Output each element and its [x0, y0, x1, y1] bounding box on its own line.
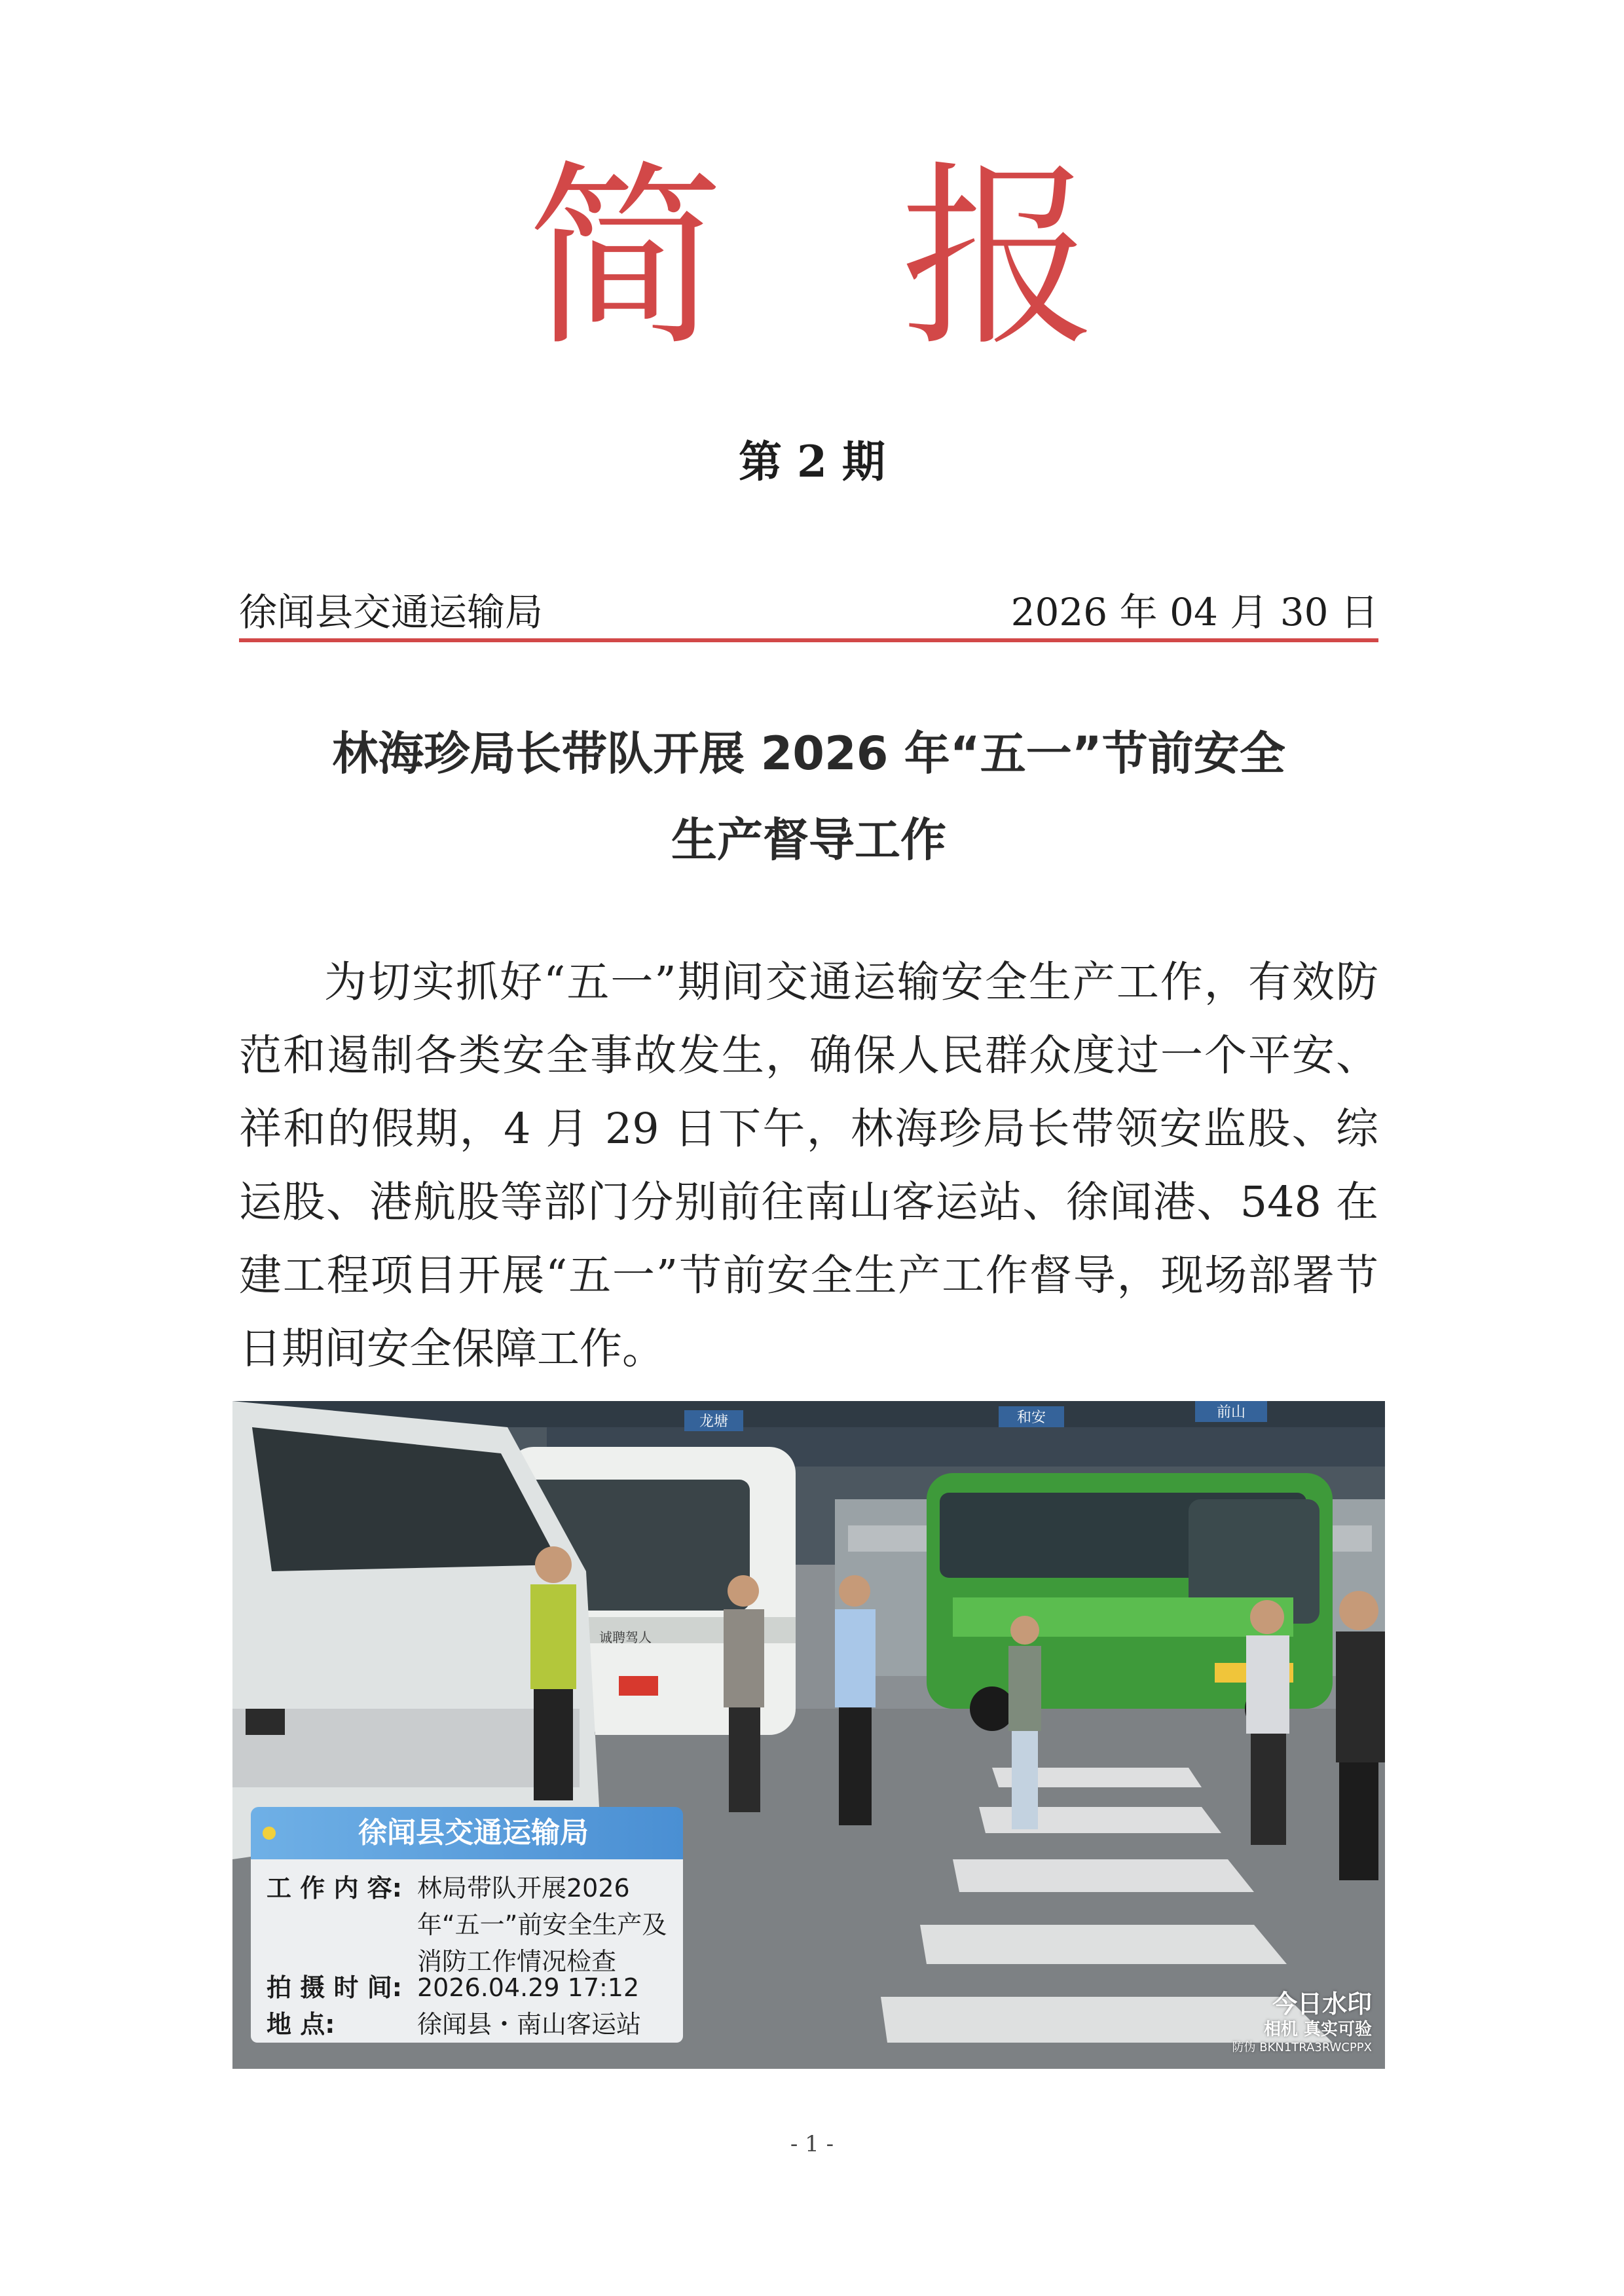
person-4	[1008, 1616, 1041, 1829]
issuer-name: 徐闻县交通运输局	[239, 590, 544, 634]
time-label: 拍 摄 时 间:	[267, 1973, 402, 2002]
person-5	[1246, 1600, 1289, 1845]
masthead-char-2: 报	[900, 144, 1097, 373]
sign-longtang: 龙塘	[699, 1413, 729, 1430]
person-1	[530, 1546, 576, 1800]
inspection-photo	[232, 1401, 1385, 2069]
page-number: - 1 -	[790, 2131, 834, 2157]
place-label: 地 点:	[267, 2010, 335, 2039]
headline-line-2: 生产督导工作	[671, 813, 946, 867]
watermark-body	[251, 1859, 683, 2043]
issue-date: 2026 年 04 月 30 日	[1010, 590, 1378, 634]
place-value: 徐闻县・南山客运站	[417, 2010, 642, 2039]
location-dot-icon	[263, 1827, 276, 1840]
stamp-code: 防伪 BKN1TRA3RWCPPX	[1232, 2041, 1372, 2054]
issuer-row	[239, 586, 1378, 638]
stamp-brand: 今日水印	[1272, 1990, 1372, 2018]
watermark-work-row	[267, 1870, 673, 1976]
person-2	[724, 1575, 764, 1812]
person-6	[1336, 1591, 1385, 1880]
person-3	[835, 1575, 876, 1825]
sign-qianshan: 前山	[1216, 1404, 1246, 1421]
time-value: 2026.04.29 17:12	[417, 1973, 640, 2002]
work-label: 工 作 内 容:	[267, 1874, 402, 1903]
stamp-verify: 相机 真实可验	[1263, 2020, 1372, 2039]
watermark-header	[251, 1807, 683, 1859]
work-value: 林局带队开展2026年“五一”前安全生产及消防工作情况检查	[417, 1874, 667, 1976]
masthead-char-1: 简	[527, 144, 724, 373]
article-body: 为切实抓好“五一”期间交通运输安全生产工作，有效防范和遏制各类安全事故发生，确保人民群众度过一个平安、祥和的假期，4 月 29 日下午，林海珍局长带领安监股、综运股、港航股等部门分别前往南山客运站、徐闻港、548 在建工程项目开展“五一”节前安全生产工作督导，现场部署节日期间安全保障工作。	[239, 958, 1378, 1374]
camera-stamp	[1232, 1989, 1372, 2056]
red-divider	[239, 638, 1378, 642]
watermark-title: 徐闻县交通运输局	[358, 1816, 589, 1850]
headline-line-1: 林海珍局长带队开展 2026 年“五一”节前安全	[332, 727, 1285, 780]
watermark-place-row	[267, 2006, 673, 2043]
article-headline	[239, 710, 1378, 883]
issue-number: 第 2 期	[739, 436, 885, 487]
watermark-card	[251, 1807, 683, 2043]
sign-hean: 和安	[1016, 1410, 1046, 1426]
bus-sign: 诚聘驾人	[599, 1630, 652, 1645]
masthead-title	[0, 144, 1624, 373]
watermark-time-row	[267, 1969, 673, 2006]
